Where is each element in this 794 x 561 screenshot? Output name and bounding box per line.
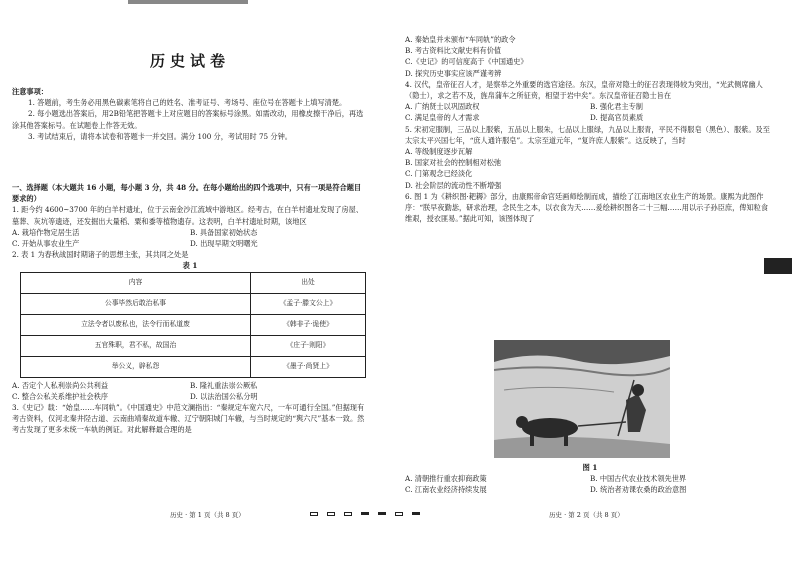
option-c: C. 整合公私关系维护社会秩序 [12, 391, 109, 401]
option-b: B. 强化君主专制 [590, 102, 643, 112]
question-6-options-2 [405, 484, 775, 495]
option-b: B. 考古资料比文献史料有价值 [405, 46, 502, 56]
table-row [21, 335, 366, 356]
figure-caption: 图 1 [582, 463, 598, 472]
question-2-options [12, 380, 368, 391]
question-4-options-2 [405, 112, 775, 123]
figure-1-image [494, 340, 670, 458]
option-d: D. 以法治国公私分明 [190, 391, 258, 401]
option-d: D. 提高官员素质 [590, 113, 644, 123]
notes-block [12, 86, 368, 142]
table-cell: 《庄子·则阳》 [251, 335, 366, 356]
note-1: 1. 答题前，考生务必用黑色碳素笔将自己的姓名、准考证号、考场号、座位号在答题卡上填写清楚。 [28, 98, 347, 108]
page-2 [397, 0, 794, 561]
page-footer: 历史 · 第 1 页（共 8 页） [170, 511, 245, 519]
option-b: B. 国家对社会的控制相对松弛 [405, 158, 502, 168]
question-3: 3.《史记》载：“始皇……车同轨”。《中国通史》中范文澜指出：“秦规定车宽六尺，一车可通行全国。”但据现有考古资料，仅河北秦井陉古道、云南曲靖秦故道车辙、辽宁朝阳城门车辙，与当时规定的“舆六尺”基本一致。然考古发现了更多未统一车轨的例证。对此解释最合理的是 [12, 403, 365, 435]
table-header: 出处 [251, 272, 366, 293]
option-c: C.《史记》的可信度高于《中国通史》 [405, 57, 528, 67]
option-d: D. 统治者劝课农桑的政治意图 [590, 485, 687, 495]
edge-black-tab [764, 258, 792, 274]
option-c: C. 江南农业经济持续发展 [405, 485, 487, 495]
question-6: 6. 图 1 为《耕织图·耙耨》部分，由康熙帝命宫廷画师绘制而成，描绘了江南地区农业生产的场景。康熙为此图作序：“朕早夜勤毖，研求治理，念民生之本，以衣食为天……爰绘耕织图各二十三幅……用以示子孙臣庶，俾知粒食维艰，授衣匪易。”据此可知，该图体现了 [405, 191, 769, 224]
table-cell: 《韩非子·诡使》 [251, 314, 366, 335]
note-2: 2. 每小题选出答案后，用2B铅笔把答题卡上对应题目的答案标号涂黑。如需改动，用橡皮擦干净后，再选涂其他答案标号。在试题卷上作答无效。 [12, 109, 364, 130]
option-a: A. 清朝推行重农抑商政策 [405, 474, 487, 484]
question-2: 2. 表 1 为春秋战国时期诸子的思想主张，其共同之处是 [12, 250, 189, 260]
table-cell: 五官殊职，君不私，故国治 [21, 335, 251, 356]
option-a: A. 秦始皇并未颁布“车同轨”的政令 [405, 35, 516, 44]
table-row [21, 314, 366, 335]
section-heading: 一、选择题（本大题共 16 小题，每小题 3 分，共 48 分。在每小题给出的四个选项中，只有一项是符合题目要求的） [12, 183, 362, 204]
option-c: C. 满足皇帝的人才需求 [405, 113, 480, 123]
question-2-options-2 [12, 391, 368, 402]
question-5: 5. 宋初定服制，三品以上服紫，五品以上服朱，七品以上服绿，九品以上服青，平民不得服皂（黑色）、服紫。及至太宗太平兴国七年，“庶人通许服皂”。太宗至道元年，“复许庶人服紫”。这反映了，当时 [405, 124, 770, 145]
table-cell: 举公义，辟私怨 [21, 356, 251, 377]
option-c: C. 开始从事农业生产 [12, 239, 80, 249]
question-6-tail [405, 462, 775, 496]
notes-title: 注意事项： [12, 87, 48, 96]
option-d: D. 出现早期文明曙光 [190, 239, 258, 249]
table-cell: 《墨子·尚贤上》 [251, 356, 366, 377]
option-a: A. 广纳贤士以巩固政权 [405, 102, 480, 112]
page-title: 历史试卷 [150, 52, 231, 70]
option-a: A. 否定个人私利崇尚公共利益 [12, 380, 109, 390]
table-row [21, 293, 366, 314]
option-a: A. 栽培作物定居生活 [12, 227, 80, 237]
option-b: B. 隆礼重法崇公厥私 [190, 380, 258, 390]
table-cell: 《孟子·滕文公上》 [251, 293, 366, 314]
table-header: 内容 [21, 272, 251, 293]
option-b: B. 中国古代农业技术领先世界 [590, 474, 687, 484]
option-d: D. 探究历史事实应该严谨考辨 [405, 68, 502, 78]
option-a: A. 等级制度逐步瓦解 [405, 147, 473, 157]
question-1-options-2 [12, 238, 368, 249]
question-4: 4. 汉代，皇帝征召人才，是察举之外重要的选官途径。东汉，皇帝对隐士的征召表现得较为突出，“光武侧席幽人（隐士），求之若不及，旌帛蒲车之所征贲，相望于岩中矣”。东汉皇帝征召隐士旨在 [405, 79, 763, 101]
table-header-row [21, 272, 366, 293]
table-1 [20, 272, 366, 378]
option-b: B. 具备国家初始状态 [190, 227, 258, 237]
section-choice [12, 182, 368, 436]
question-6-options [405, 473, 775, 484]
table-row [21, 356, 366, 377]
note-3: 3. 考试结束后，请将本试卷和答题卡一并交回。满分 100 分，考试用时 75 分钟。 [28, 131, 292, 141]
question-4-options [405, 101, 775, 112]
table-caption: 表 1 [182, 261, 198, 271]
page-footer: 历史 · 第 2 页（共 8 页） [549, 511, 624, 519]
table-cell: 公事毕然后敢治私事 [21, 293, 251, 314]
question-1-options [12, 227, 368, 238]
option-d: D. 社会阶层的流动性不断增强 [405, 180, 502, 190]
question-1: 1. 距今约 4600~3700 年的白羊村遗址，位于云南金沙江流域中游地区。经考古，在白羊村遗址发现了房屋、墓葬、灰坑等遗迹，还发掘出大量稻、粟和黍等植物遗存。这表明，白羊村遗址时期，该地区 [12, 205, 364, 226]
table-cell: 立法令者以废私也，法令行而私道废 [21, 314, 251, 335]
option-c: C. 门第观念已经淡化 [405, 169, 473, 179]
right-column [405, 34, 775, 224]
farming-scene-illustration [494, 340, 670, 458]
